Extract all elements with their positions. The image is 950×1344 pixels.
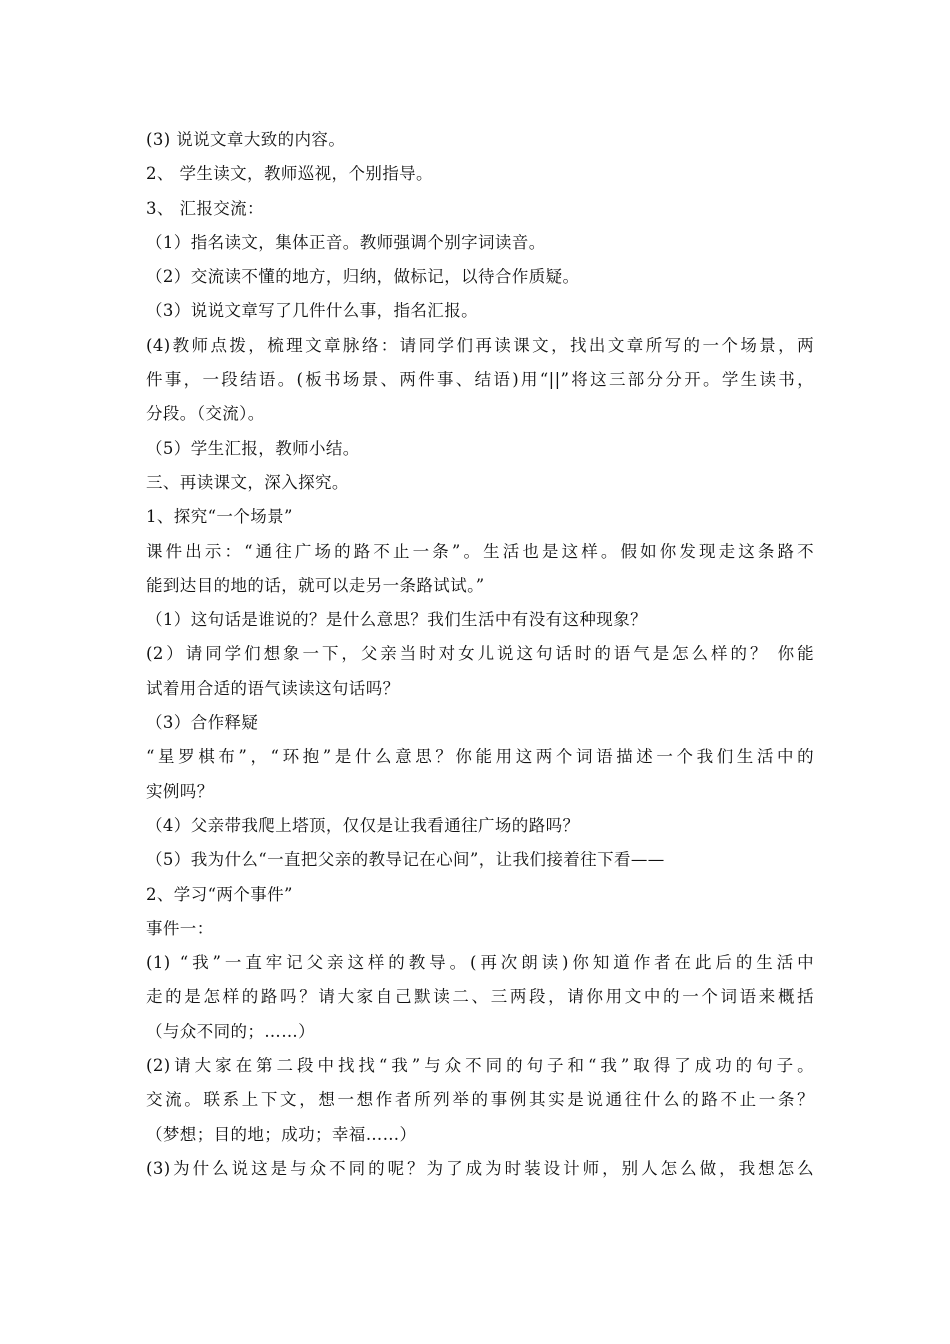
text-line: 课件出示：“通往广场的路不止一条”。生活也是这样。假如你发现走这条路不 [146, 541, 814, 561]
text-line: (2）请同学们想象一下，父亲当时对女儿说这句话时的语气是怎么样的？ 你能 [146, 644, 814, 664]
text-line: (3)为什么说这是与众不同的呢？为了成为时装设计师，别人怎么做，我想怎么 [146, 1158, 814, 1178]
text-line: 事件一： [146, 918, 214, 938]
text-line: 分段。（交流）。 [146, 404, 265, 424]
text-line: 实例吗？ [146, 781, 214, 801]
text-line: (4)教师点拨，梳理文章脉络：请同学们再读课文，找出文章所写的一个场景，两 [146, 335, 814, 355]
text-line: （3）合作释疑 [146, 713, 259, 733]
text-line: 3、 汇报交流： [146, 198, 264, 218]
text-line: （5）学生汇报，教师小结。 [146, 438, 360, 458]
text-line: 2、 学生读文，教师巡视，个别指导。 [146, 164, 433, 184]
text-line: (3) 说说文章大致的内容。 [146, 130, 346, 149]
text-line: （与众不同的；……） [146, 1021, 315, 1041]
text-line: (1) “我”一直牢记父亲这样的教导。(再次朗读)你知道作者在此后的生活中 [146, 953, 814, 973]
subsection-heading: 1、探究“一个场景” [146, 507, 293, 527]
section-heading: 三、再读课文，深入探究。 [146, 472, 349, 492]
document-body [146, 123, 814, 1186]
text-line: （1）这句话是谁说的？是什么意思？我们生活中有没有这种现象？ [146, 610, 647, 630]
text-line: 交流。联系上下文，想一想作者所列举的事例其实是说通往什么的路不止一条？ [146, 1090, 814, 1110]
text-line: （2）交流读不懂的地方，归纳，做标记，以待合作质疑。 [146, 267, 580, 287]
text-line: （5）我为什么“一直把父亲的教导记在心间”，让我们接着往下看—— [146, 850, 665, 870]
text-line: 试着用合适的语气读读这句话吗？ [146, 678, 400, 698]
text-line: (2)请大家在第二段中找找“我”与众不同的句子和“我”取得了成功的句子。 [146, 1056, 814, 1076]
text-line: （4）父亲带我爬上塔顶，仅仅是让我看通往广场的路吗？ [146, 815, 580, 835]
subsection-heading: 2、学习“两个事件” [146, 884, 293, 904]
text-line: 件事，一段结语。(板书场景、两件事、结语)用“||”将这三部分分开。学生读书， [146, 370, 814, 390]
text-line: 能到达目的地的话，就可以走另一条路试试。” [146, 575, 485, 595]
text-line: （3）说说文章写了几件什么事，指名汇报。 [146, 301, 478, 321]
text-line: 走的是怎样的路吗？请大家自己默读二、三两段，请你用文中的一个词语来概括 [146, 987, 814, 1007]
text-line: （1）指名读文，集体正音。教师强调个别字词读音。 [146, 232, 546, 252]
text-line: （梦想；目的地；成功；幸福……） [146, 1124, 417, 1144]
text-line: “星罗棋布”，“环抱”是什么意思？你能用这两个词语描述一个我们生活中的 [146, 747, 814, 767]
